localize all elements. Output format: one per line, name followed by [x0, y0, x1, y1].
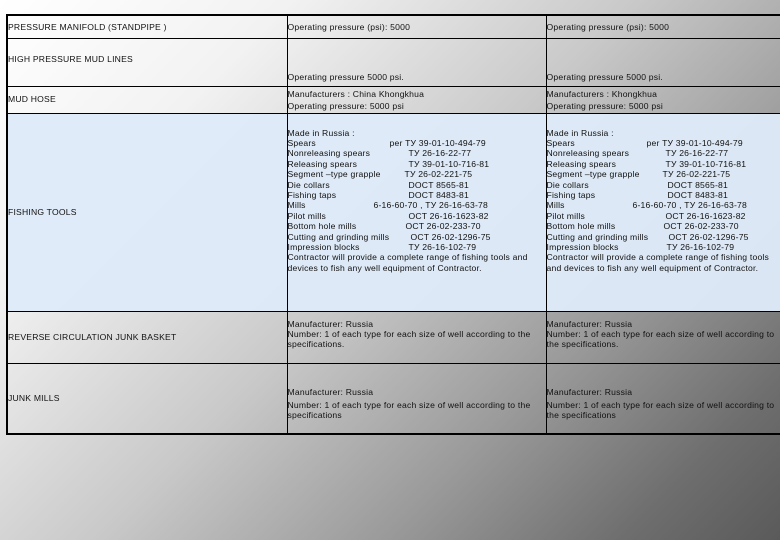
table-row-junk-basket	[7, 311, 780, 363]
fishing-item-standard: ТУ 39-01-10-716-81	[665, 158, 747, 169]
fishing-item-name: Segment –type grapple	[546, 169, 640, 180]
fishing-item-name: Impression blocks	[287, 241, 360, 252]
fishing-item-standard: OCT 26-16-1623-82	[665, 210, 746, 221]
cell-fishing-tools-col2	[546, 113, 780, 311]
table-row-junk-mills	[7, 363, 780, 434]
fishing-item-standard: per ТУ 39-01-10-494-79	[646, 137, 743, 148]
fishing-item-name: Fishing taps	[287, 189, 337, 200]
fishing-item-standard: ТУ 26-16-102-79	[666, 241, 735, 252]
cell-mud-hose-col1	[287, 86, 546, 113]
fishing-item-name: Bottom hole mills	[546, 221, 616, 232]
table-row-high-pressure-mud-lines	[7, 38, 780, 86]
fishing-item-standard: DOCT 8565-81	[408, 179, 470, 190]
equipment-spec-table	[6, 14, 780, 435]
row-label-junk-basket: REVERSE CIRCULATION JUNK BASKET	[7, 311, 287, 363]
row-label-pressure-manifold: PRESSURE MANIFOLD (STANDPIPE )	[7, 15, 287, 38]
junk-basket-number: Number: 1 of each type for each size of well according to the specifications.	[287, 328, 531, 350]
fishing-item-standard: 6-16-60-70 , ТУ 26-16-63-78	[373, 200, 489, 211]
fishing-item	[547, 169, 780, 179]
fishing-item	[288, 232, 546, 242]
fishing-item-standard: OCT 26-02-233-70	[663, 221, 739, 232]
fishing-item	[288, 242, 546, 252]
cell-pressure-manifold-col2: Operating pressure (psi): 5000	[546, 15, 780, 38]
fishing-item-name: Spears	[287, 137, 316, 148]
fishing-item-standard: 6-16-60-70 , ТУ 26-16-63-78	[632, 200, 748, 211]
fishing-item	[288, 148, 546, 158]
fishing-item	[547, 190, 780, 200]
fishing-heading: Made in Russia :	[287, 127, 355, 138]
fishing-item-standard: ТУ 26-02-221-75	[404, 169, 473, 180]
fishing-item	[547, 242, 780, 252]
cell-mud-lines-col2: Operating pressure 5000 psi.	[546, 38, 780, 86]
fishing-note: Contractor will provide a complete range of fishing tools and devices to fish any well equipment of Contractor.	[546, 252, 770, 273]
cell-mud-lines-col1: Operating pressure 5000 psi.	[287, 38, 546, 86]
fishing-item-name: Nonreleasing spears	[546, 148, 630, 159]
fishing-item-name: Nonreleasing spears	[287, 148, 371, 159]
fishing-item	[547, 148, 780, 158]
cell-pressure-manifold-col1: Operating pressure (psi): 5000	[287, 15, 546, 38]
fishing-item	[547, 200, 780, 210]
row-label-junk-mills: JUNK MILLS	[7, 363, 287, 434]
fishing-item-name: Segment –type grapple	[287, 169, 381, 180]
cell-junk-basket-col2	[546, 311, 780, 363]
row-label-high-pressure-mud-lines: HIGH PRESSURE MUD LINES	[7, 38, 287, 86]
fishing-item-name: Releasing spears	[287, 158, 358, 169]
fishing-item-name: Pilot mills	[546, 210, 585, 221]
fishing-item-standard: OCT 26-02-1296-75	[668, 231, 749, 242]
fishing-item	[547, 138, 780, 148]
mud-hose-manufacturer: Manufacturers : China Khongkhua	[287, 88, 425, 99]
fishing-item-standard: ТУ 26-16-22-77	[408, 148, 472, 159]
fishing-item-name: Cutting and grinding mills	[287, 231, 390, 242]
cell-mud-hose-col2	[546, 86, 780, 113]
fishing-item-name: Mills	[546, 200, 565, 211]
table-row-pressure-manifold	[7, 15, 780, 38]
fishing-item-name: Bottom hole mills	[287, 221, 357, 232]
fishing-item-name: Releasing spears	[546, 158, 617, 169]
fishing-item-name: Impression blocks	[546, 241, 619, 252]
cell-junk-basket-col1	[287, 311, 546, 363]
fishing-item	[547, 211, 780, 221]
fishing-item	[547, 232, 780, 242]
mud-hose-manufacturer: Manufacturers : Khongkhua	[546, 88, 658, 99]
junk-mills-number: Number: 1 of each type for each size of well according to the specifications	[546, 399, 775, 421]
junk-mills-manufacturer: Manufacturer: Russia	[287, 386, 374, 397]
junk-basket-manufacturer: Manufacturer: Russia	[287, 318, 374, 329]
fishing-item-standard: DOCT 8565-81	[667, 179, 729, 190]
fishing-item-name: Die collars	[546, 179, 589, 190]
fishing-item	[288, 190, 546, 200]
fishing-note: Contractor will provide a complete range of fishing tools and devices to fish any well equipment of Contractor.	[287, 252, 528, 273]
junk-basket-number: Number: 1 of each type for each size of well according to the specifications.	[546, 328, 775, 350]
fishing-item-standard: OCT 26-02-1296-75	[410, 231, 491, 242]
row-label-fishing-tools: FISHING TOOLS	[7, 113, 287, 311]
fishing-items	[547, 138, 780, 252]
cell-junk-mills-col2	[546, 363, 780, 434]
fishing-item	[288, 200, 546, 210]
mud-hose-pressure: Operating pressure: 5000 psi	[287, 100, 404, 111]
fishing-item-name: Fishing taps	[546, 189, 596, 200]
fishing-item	[547, 221, 780, 231]
junk-basket-manufacturer: Manufacturer: Russia	[546, 318, 633, 329]
fishing-item	[288, 180, 546, 190]
fishing-item-standard: DOCT 8483-81	[667, 189, 729, 200]
fishing-item-name: Cutting and grinding mills	[546, 231, 649, 242]
fishing-item	[547, 159, 780, 169]
fishing-item	[288, 211, 546, 221]
fishing-item	[288, 221, 546, 231]
fishing-items	[288, 138, 546, 252]
fishing-item-name: Pilot mills	[287, 210, 326, 221]
fishing-item-standard: ТУ 26-02-221-75	[662, 169, 731, 180]
fishing-item	[547, 180, 780, 190]
fishing-heading: Made in Russia :	[546, 127, 614, 138]
fishing-item	[288, 169, 546, 179]
fishing-item	[288, 159, 546, 169]
fishing-item-standard: OCT 26-16-1623-82	[408, 210, 489, 221]
fishing-item-name: Spears	[546, 137, 575, 148]
cell-junk-mills-col1	[287, 363, 546, 434]
fishing-item-name: Mills	[287, 200, 306, 211]
table-row-mud-hose	[7, 86, 780, 113]
fishing-item-standard: per ТУ 39-01-10-494-79	[389, 137, 486, 148]
fishing-item-standard: ТУ 26-16-22-77	[665, 148, 729, 159]
mud-hose-pressure: Operating pressure: 5000 psi	[546, 100, 663, 111]
junk-mills-number: Number: 1 of each type for each size of well according to the specifications	[287, 399, 531, 421]
junk-mills-manufacturer: Manufacturer: Russia	[546, 386, 633, 397]
row-label-mud-hose: MUD HOSE	[7, 86, 287, 113]
fishing-item-name: Die collars	[287, 179, 330, 190]
fishing-item-standard: DOCT 8483-81	[408, 189, 470, 200]
fishing-item	[288, 138, 546, 148]
table-row-fishing-tools	[7, 113, 780, 311]
fishing-item-standard: ТУ 26-16-102-79	[408, 241, 477, 252]
fishing-item-standard: OCT 26-02-233-70	[405, 221, 481, 232]
cell-fishing-tools-col1	[287, 113, 546, 311]
fishing-item-standard: ТУ 39-01-10-716-81	[408, 158, 490, 169]
